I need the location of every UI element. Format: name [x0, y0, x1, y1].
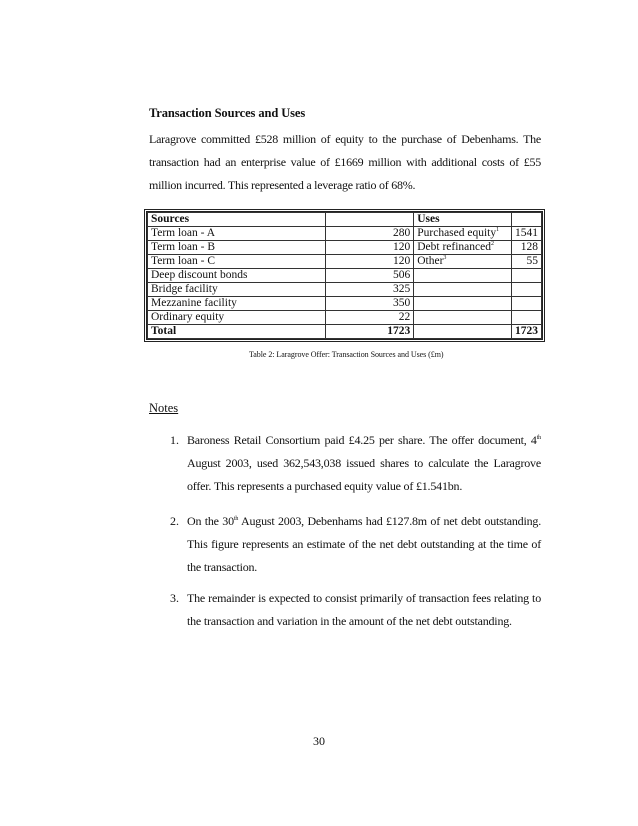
note-number: 1. — [170, 433, 179, 447]
header-blank — [326, 213, 414, 227]
page-number: 30 — [313, 734, 325, 748]
note-item — [149, 510, 541, 579]
footnote-ref: 3 — [443, 255, 447, 261]
table-caption: Table 2: Laragrove Offer: Transaction Sources and Uses (£m) — [249, 350, 444, 359]
empty-cell — [512, 311, 542, 325]
empty-cell — [414, 283, 512, 297]
source-value: 120 — [326, 241, 414, 255]
empty-cell — [414, 297, 512, 311]
use-label: Debt refinanced$^2$ — [414, 241, 512, 255]
sources-uses-table — [144, 209, 545, 342]
table-row — [148, 283, 542, 297]
source-label: Term loan - B — [148, 241, 326, 255]
source-value: 506 — [326, 269, 414, 283]
table-total-row — [148, 325, 542, 339]
empty-cell — [512, 283, 542, 297]
source-label: Mezzanine facility — [148, 297, 326, 311]
source-label: Bridge facility — [148, 283, 326, 297]
sources-total: 1723 — [326, 325, 414, 339]
table-row — [148, 311, 542, 325]
uses-header: Uses — [414, 213, 512, 227]
total-label: Total — [148, 325, 326, 339]
superscript: th — [233, 516, 239, 522]
table-row — [148, 255, 542, 269]
header-blank — [512, 213, 542, 227]
source-value: 120 — [326, 255, 414, 269]
empty-cell — [512, 297, 542, 311]
note-text: The remainder is expected to consist primarily of transaction fees relating to the transaction and variation in the amount of the net debt outstanding. — [187, 591, 541, 628]
source-label: Deep discount bonds — [148, 269, 326, 283]
empty-cell — [414, 311, 512, 325]
source-label: Term loan - A — [148, 227, 326, 241]
use-value: 128 — [512, 241, 542, 255]
footnote-ref: 1 — [496, 227, 500, 233]
notes-title: Notes — [149, 401, 179, 415]
note-number: 3. — [170, 591, 179, 605]
empty-cell — [414, 325, 512, 339]
table-header-row — [148, 213, 542, 227]
use-value: 55 — [512, 255, 542, 269]
note-item — [149, 587, 541, 633]
use-label: Other$^3$ — [414, 255, 512, 269]
note-item — [149, 429, 541, 498]
uses-total: 1723 — [512, 325, 542, 339]
use-label: Purchased equity$^1$ — [414, 227, 512, 241]
footnote-ref: 2 — [491, 241, 494, 247]
table-row — [148, 241, 542, 255]
use-value: 1541 — [512, 227, 542, 241]
sources-header: Sources — [148, 213, 326, 227]
source-label: Ordinary equity — [148, 311, 326, 325]
table-row — [148, 227, 542, 241]
note-text: On the 30th August 2003, Debenhams had £127.8m of net debt outstanding. This figure represents an estimate of the net debt outstanding at the time of the transaction. — [187, 514, 541, 574]
empty-cell — [512, 269, 542, 283]
intro-paragraph: Laragrove committed £528 million of equity to the purchase of Debenhams. The transaction had an enterprise value of £1669 million with additional costs of £55 million incurred. This represented a leverage ratio of 68%. — [149, 132, 541, 192]
empty-cell — [414, 269, 512, 283]
source-value: 325 — [326, 283, 414, 297]
source-label: Term loan - C — [148, 255, 326, 269]
source-value: 280 — [326, 227, 414, 241]
section-heading: Transaction Sources and Uses — [149, 106, 306, 120]
note-number: 2. — [170, 514, 179, 528]
table-row — [148, 297, 542, 311]
table-row — [148, 269, 542, 283]
superscript: th — [536, 435, 541, 441]
source-value: 22 — [326, 311, 414, 325]
source-value: 350 — [326, 297, 414, 311]
note-text: Baroness Retail Consortium paid £4.25 per share. The offer document, 4th August 2003, used 362,543,038 issued shares to calculate the Laragrove offer. This represents a purchased equity value of £1.541bn. — [187, 433, 541, 493]
